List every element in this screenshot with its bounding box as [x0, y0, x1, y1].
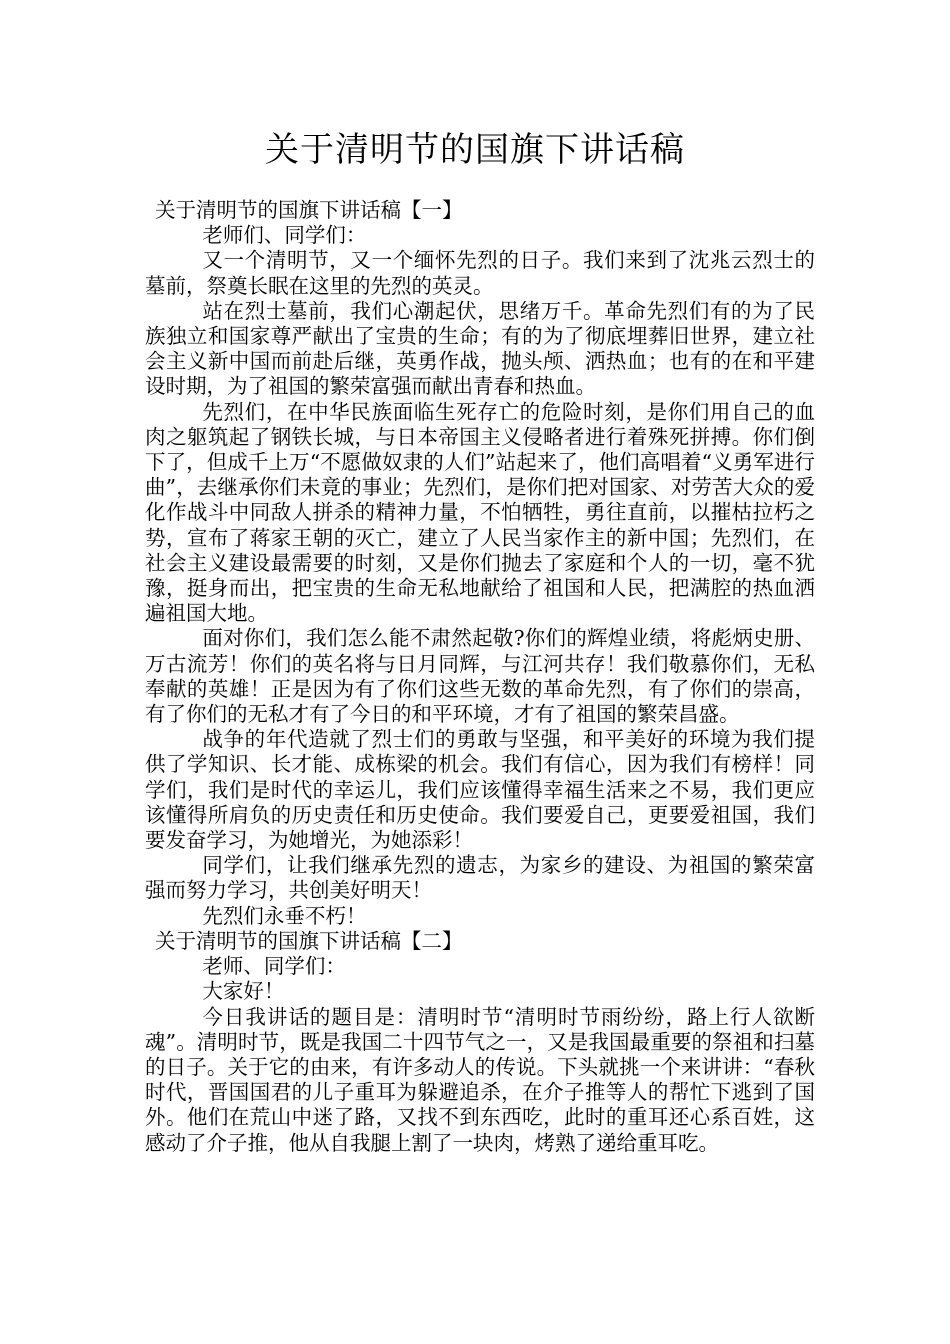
paragraph: 战争的年代造就了烈士们的勇敢与坚强，和平美好的环境为我们提供了学知识、长才能、成栋梁的机会。我们有信心，因为我们有榜样！同学们，我们是时代的幸运儿，我们应该懂得幸福生活来之不易，我们更应该懂得所肩负的历史责任和历史使命。我们要爱自己，更要爱祖国，我们要发奋学习，为她增光，为她添彩！: [145, 727, 815, 853]
section-heading: 关于清明节的国旗下讲话稿【二】: [155, 928, 463, 953]
paragraph: 老师们、同学们：: [202, 223, 367, 248]
paragraph: 今日我讲话的题目是：清明时节“清明时节雨纷纷，路上行人欲断魂”。清明时节，既是我国二十四节气之一，又是我国最重要的祭祖和扫墓的日子。关于它的由来，有许多动人的传说。下头就挑一个来讲讲：“春秋时代，晋国国君的儿子重耳为躲避追杀，在介子推等人的帮忙下逃到了国外。他们在荒山中迷了路，又找不到东西吃，此时的重耳还心系百姓，这感动了介子推，他从自我腿上割了一块肉，烤熟了递给重耳吃。: [145, 1004, 815, 1155]
paragraph: 站在烈士墓前，我们心潮起伏，思绪万千。革命先烈们有的为了民族独立和国家尊严献出了宝贵的生命；有的为了彻底埋葬旧世界，建立社会主义新中国而前赴后继，英勇作战，抛头颅、洒热血；也有的在和平建设时期，为了祖国的繁荣富强而献出青春和热血。: [145, 298, 815, 399]
document-title: 关于清明节的国旗下讲话稿: [265, 130, 685, 170]
paragraph: 先烈们，在中华民族面临生死存亡的危险时刻，是你们用自己的血肉之躯筑起了钢铁长城，与日本帝国主义侵略者进行着殊死拼搏。你们倒下了，但成千上万“不愿做奴隶的人们”站起来了，他们高唱着“义勇军进行曲”，去继承你们未竟的事业；先烈们，是你们把对国家、对劳苦大众的爱化作战斗中同敌人拼杀的精神力量，不怕牺牲，勇往直前，以摧枯拉朽之势，宣布了蒋家王朝的灭亡，建立了人民当家作主的新中国；先烈们，在社会主义建设最需要的时刻，又是你们抛去了家庭和个人的一切，毫不犹豫，挺身而出，把宝贵的生命无私地献给了祖国和人民，把满腔的热血洒遍祖国大地。: [145, 399, 815, 626]
paragraph: 老师、同学们：: [202, 954, 346, 979]
paragraph: 又一个清明节，又一个缅怀先烈的日子。我们来到了沈兆云烈士的墓前，祭奠长眠在这里的先烈的英灵。: [145, 248, 815, 298]
document-body: [145, 198, 815, 1156]
section-heading: 关于清明节的国旗下讲话稿【一】: [155, 198, 463, 222]
paragraph: 面对你们，我们怎么能不肃然起敬?你们的辉煌业绩，将彪炳史册、万古流芳！你们的英名将与日月同辉，与江河共存！我们敬慕你们，无私奉献的英雄！正是因为有了你们这些无数的革命先烈，有了你们的崇高，有了你们的无私才有了今日的和平环境，才有了祖国的繁荣昌盛。: [145, 626, 815, 727]
paragraph: 同学们，让我们继承先烈的遗志，为家乡的建设、为祖国的繁荣富强而努力学习，共创美好明天！: [145, 853, 815, 903]
paragraph: 先烈们永垂不朽！: [202, 903, 367, 928]
paragraph: 大家好！: [202, 979, 285, 1004]
